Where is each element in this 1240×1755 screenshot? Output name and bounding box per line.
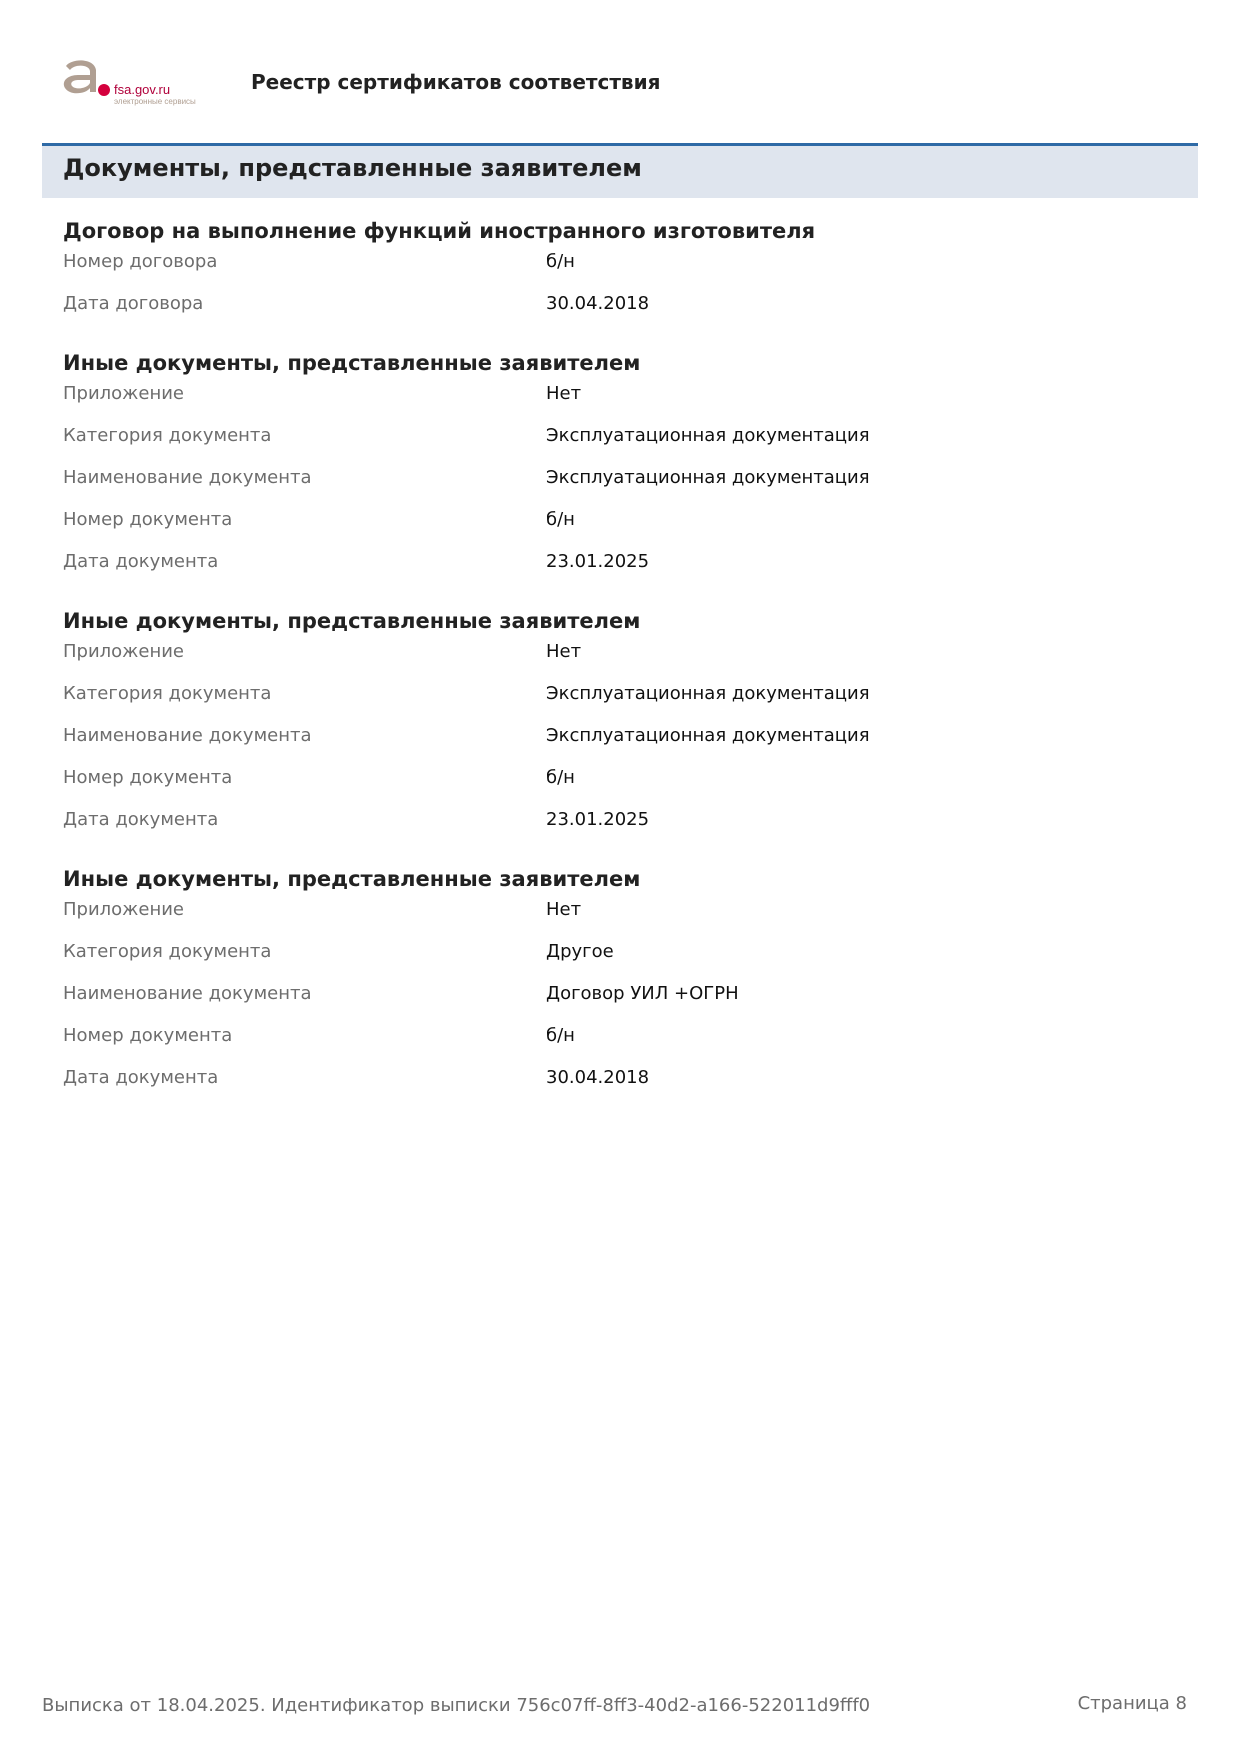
field-value: Нет [546, 641, 582, 662]
field-label: Номер договора [63, 251, 218, 272]
field-row [63, 1023, 1183, 1065]
document-group [63, 861, 1183, 1107]
section-header [42, 143, 1198, 198]
field-label: Дата документа [63, 809, 219, 830]
field-row [63, 681, 1183, 723]
logo-subtitle: электронные сервисы [114, 97, 196, 106]
section-title: Документы, представленные заявителем [63, 154, 642, 182]
field-label: Приложение [63, 641, 185, 662]
field-value: б/н [546, 251, 575, 272]
field-label: Категория документа [63, 941, 272, 962]
field-value: Нет [546, 383, 582, 404]
group-title: Иные документы, представленные заявителем [63, 609, 641, 633]
field-value: 23.01.2025 [546, 809, 650, 830]
field-value: б/н [546, 509, 575, 530]
field-label: Номер документа [63, 767, 233, 788]
field-value: Эксплуатационная документация [546, 725, 870, 746]
field-row [63, 981, 1183, 1023]
field-value: 23.01.2025 [546, 551, 650, 572]
field-row [63, 723, 1183, 765]
field-row [63, 507, 1183, 549]
logo-site-text: fsa.gov.ru [114, 82, 171, 97]
field-value: Эксплуатационная документация [546, 467, 870, 488]
field-label: Наименование документа [63, 983, 312, 1004]
field-value: Эксплуатационная документация [546, 425, 870, 446]
field-row [63, 897, 1183, 939]
field-label: Дата документа [63, 1067, 219, 1088]
fsa-logo [60, 58, 210, 110]
document-content [63, 213, 1183, 1119]
field-row [63, 381, 1183, 423]
group-title: Иные документы, представленные заявителем [63, 867, 641, 891]
field-row [63, 249, 1183, 291]
group-title: Иные документы, представленные заявителем [63, 351, 641, 375]
field-value: Договор УИЛ +ОГРН [546, 983, 739, 1004]
field-row [63, 465, 1183, 507]
field-value: Другое [546, 941, 614, 962]
page-header-title: Реестр сертификатов соответствия [251, 70, 661, 94]
field-label: Наименование документа [63, 725, 312, 746]
field-row [63, 1065, 1183, 1107]
field-row [63, 807, 1183, 849]
field-value: Эксплуатационная документация [546, 683, 870, 704]
field-value: б/н [546, 1025, 575, 1046]
field-value: 30.04.2018 [546, 293, 650, 314]
field-label: Номер документа [63, 1025, 233, 1046]
field-label: Приложение [63, 383, 185, 404]
field-label: Номер документа [63, 509, 233, 530]
field-label: Дата договора [63, 293, 204, 314]
field-row [63, 765, 1183, 807]
extract-footer-text: Выписка от 18.04.2025. Идентификатор выписки 756c07ff-8ff3-40d2-a166-522011d9fff0 [42, 1695, 871, 1716]
field-label: Дата документа [63, 551, 219, 572]
document-group [63, 603, 1183, 849]
document-group [63, 213, 1183, 333]
group-title: Договор на выполнение функций иностранного изготовителя [63, 219, 816, 243]
field-label: Категория документа [63, 425, 272, 446]
field-row [63, 291, 1183, 333]
field-label: Наименование документа [63, 467, 312, 488]
field-label: Категория документа [63, 683, 272, 704]
field-row [63, 423, 1183, 465]
field-value: 30.04.2018 [546, 1067, 650, 1088]
field-row [63, 939, 1183, 981]
field-value: Нет [546, 899, 582, 920]
field-label: Приложение [63, 899, 185, 920]
field-row [63, 639, 1183, 681]
fsa-logo-icon [60, 58, 114, 104]
field-row [63, 549, 1183, 591]
document-group [63, 345, 1183, 591]
field-value: б/н [546, 767, 575, 788]
page-number: Страница 8 [1077, 1693, 1187, 1714]
